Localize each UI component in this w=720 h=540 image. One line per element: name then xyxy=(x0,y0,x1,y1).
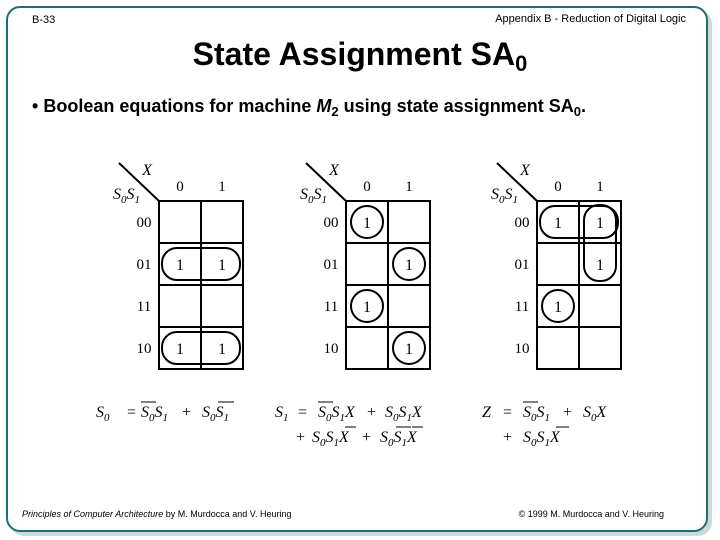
bullet-period: . xyxy=(580,96,586,116)
kmap-S1-row-header: 11 xyxy=(323,299,339,315)
footer-copyright: © 1999 M. Murdocca and V. Heuring xyxy=(518,509,664,519)
kmap-S1-col-header: 0 xyxy=(363,179,371,195)
kmap-Z-row-header: 00 xyxy=(514,215,530,231)
kmap-S1-row-header: 10 xyxy=(323,341,339,357)
kmap-S1-cell-value: 1 xyxy=(405,341,413,358)
section-title: Appendix B - Reduction of Digital Logic xyxy=(495,13,686,25)
slide-number: B-33 xyxy=(32,14,56,26)
kmap-S1-cell-value: 1 xyxy=(405,257,413,274)
eq-s1-lhs: $S_1$ xyxy=(275,404,289,424)
footer-citation xyxy=(22,509,291,519)
bullet-symbol: • xyxy=(32,96,39,116)
eq-s1-equals: = xyxy=(298,404,308,421)
eq-z-plus2: + xyxy=(503,429,513,446)
eq-s1-term1: $S_0S_1X$ xyxy=(318,404,355,424)
kmap-Z-col-header: 0 xyxy=(554,179,562,195)
kmap-Z-cell-value: 1 xyxy=(596,257,604,274)
kmap-Z-row-header: 10 xyxy=(514,341,530,357)
kmap-Z-row-header: 01 xyxy=(514,257,530,273)
sa-subscript: 0 xyxy=(573,104,581,119)
bullet-text-after: using state assignment SA xyxy=(343,96,574,116)
kmap-S0-col-header: 1 xyxy=(218,179,226,195)
eq-s0-lhs: $S_0$ xyxy=(96,404,110,424)
kmap-S1-x-label: X xyxy=(329,162,339,179)
eq-s0-term2: $S_0S_1$ xyxy=(202,404,229,424)
kmap-S0-cell-value: 1 xyxy=(176,341,184,358)
machine-name: M xyxy=(316,96,332,116)
equation-s1 xyxy=(275,402,423,449)
eq-s1-plus1: + xyxy=(367,404,377,421)
kmap-Z-row-header: 11 xyxy=(514,299,530,315)
kmap-S0-cell-value: 1 xyxy=(218,257,226,274)
kmap-S0-cell-value: 1 xyxy=(176,257,184,274)
kmap-S0-x-label: X xyxy=(142,162,152,179)
kmap-S1-row-var-label: $S_0S_1$ xyxy=(300,186,327,206)
kmap-S1-row-header: 00 xyxy=(323,215,339,231)
equation-z xyxy=(482,402,608,449)
slide-title-subscript: 0 xyxy=(515,51,528,76)
equation-s0 xyxy=(96,402,234,424)
kmap-S1-col-header: 1 xyxy=(405,179,413,195)
eq-s0-term1: $S_0S_1$ xyxy=(141,404,168,424)
kmap-Z-cell-value: 1 xyxy=(554,299,562,316)
eq-s1-term4: $S_0S_1X$ xyxy=(380,429,417,449)
kmap-S1-row-header: 01 xyxy=(323,257,339,273)
eq-z-term2: $S_0X$ xyxy=(583,404,607,424)
slide-title-text: State Assignment SA xyxy=(192,36,516,72)
eq-z-lhs: Z xyxy=(482,404,491,421)
kmap-S0-row-header: 00 xyxy=(136,215,152,231)
kmap-S1-cell-value: 1 xyxy=(363,299,371,316)
kmap-S0-row-header: 01 xyxy=(136,257,152,273)
kmap-Z-cell-value: 1 xyxy=(596,215,604,232)
kmap-S0-row-header: 11 xyxy=(136,299,152,315)
kmap-S0-cell-value: 1 xyxy=(218,341,226,358)
eq-z-equals: = xyxy=(503,404,513,421)
eq-s1-plus2: + xyxy=(296,429,306,446)
eq-s0-equals: = xyxy=(127,404,137,421)
eq-s1-term3: $S_0S_1X$ xyxy=(312,429,349,449)
book-authors: by M. Murdocca and V. Heuring xyxy=(163,509,292,519)
eq-s1-plus3: + xyxy=(362,429,372,446)
eq-z-plus1: + xyxy=(563,404,573,421)
eq-s1-term2: $S_0S_1X$ xyxy=(385,404,422,424)
eq-s0-plus: + xyxy=(182,404,192,421)
kmap-Z-col-header: 1 xyxy=(596,179,604,195)
eq-z-term3: $S_0S_1X$ xyxy=(523,429,560,449)
kmap-S0-row-header: 10 xyxy=(136,341,152,357)
kmap-Z-cell-value: 1 xyxy=(554,215,562,232)
book-title: Principles of Computer Architecture xyxy=(22,509,164,519)
eq-z-term1: $S_0S_1$ xyxy=(523,404,550,424)
kmap-Z-x-label: X xyxy=(520,162,530,179)
kmap-S0-row-var-label: $S_0S_1$ xyxy=(113,186,140,206)
machine-subscript: 2 xyxy=(331,104,339,119)
kmap-Z-row-var-label: $S_0S_1$ xyxy=(491,186,518,206)
bullet-text-before: Boolean equations for machine xyxy=(43,96,312,116)
kmap-S0-col-header: 0 xyxy=(176,179,184,195)
kmap-S1-cell-value: 1 xyxy=(363,215,371,232)
